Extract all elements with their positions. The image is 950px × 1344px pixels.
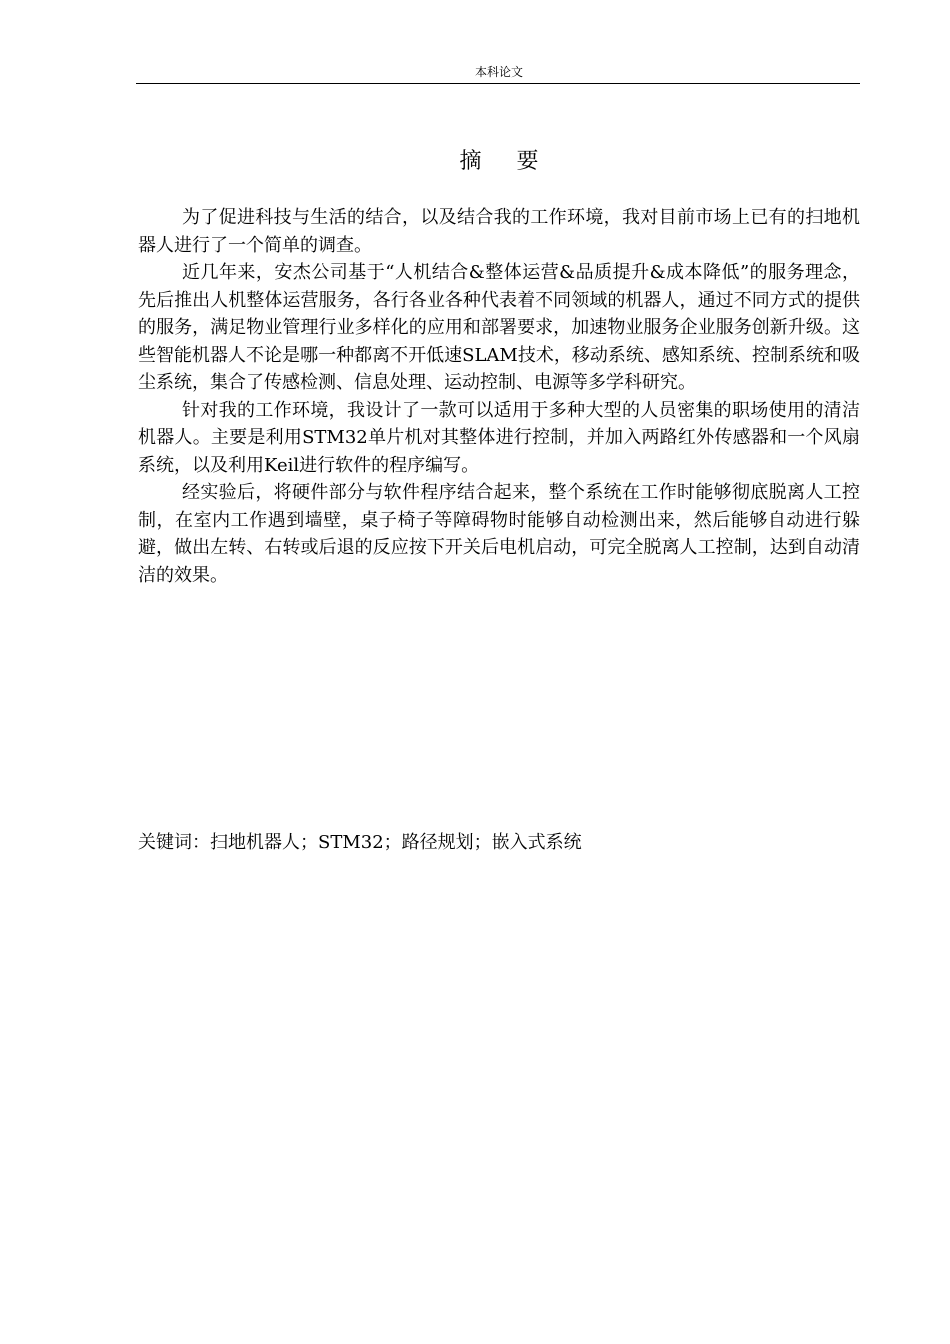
abstract-paragraph: 近几年来，安杰公司基于“人机结合&整体运营&品质提升&成本降低”的服务理念，先后推出人机整体运营服务，各行各业各种代表着不同领域的机器人，通过不同方式的提供的服务，满足物业管理行业多样化的应用和部署要求，加速物业服务企业服务创新升级。这些智能机器人不论是哪一种都离不开低速SLAM技术，移动系统、感知系统、控制系统和吸尘系统，集合了传感检测、信息处理、运动控制、电源等多学科研究。 (138, 262, 860, 393)
running-header: 本科论文 (474, 65, 523, 79)
keywords-label: 关键词： (138, 832, 210, 853)
abstract-paragraph: 经实验后，将硬件部分与软件程序结合起来，整个系统在工作时能够彻底脱离人工控制，在室内工作遇到墙壁，桌子椅子等障碍物时能够自动检测出来，然后能够自动进行躲避，做出左转、右转或后退的反应按下开关后电机启动，可完全脱离人工控制，达到自动清洁的效果。 (138, 482, 860, 586)
keywords-value: 扫地机器人；STM32；路径规划；嵌入式系统 (210, 832, 582, 853)
abstract-body (138, 204, 860, 589)
abstract-title: 摘 要 (459, 149, 553, 174)
header-rule (136, 83, 860, 84)
keywords-line (138, 829, 860, 856)
abstract-paragraph: 为了促进科技与生活的结合，以及结合我的工作环境，我对目前市场上已有的扫地机器人进行了一个简单的调查。 (138, 207, 860, 256)
abstract-paragraph: 针对我的工作环境，我设计了一款可以适用于多种大型的人员密集的职场使用的清洁机器人。主要是利用STM32单片机对其整体进行控制，并加入两路红外传感器和一个风扇系统，以及利用Keil进行软件的程序编写。 (138, 399, 860, 476)
